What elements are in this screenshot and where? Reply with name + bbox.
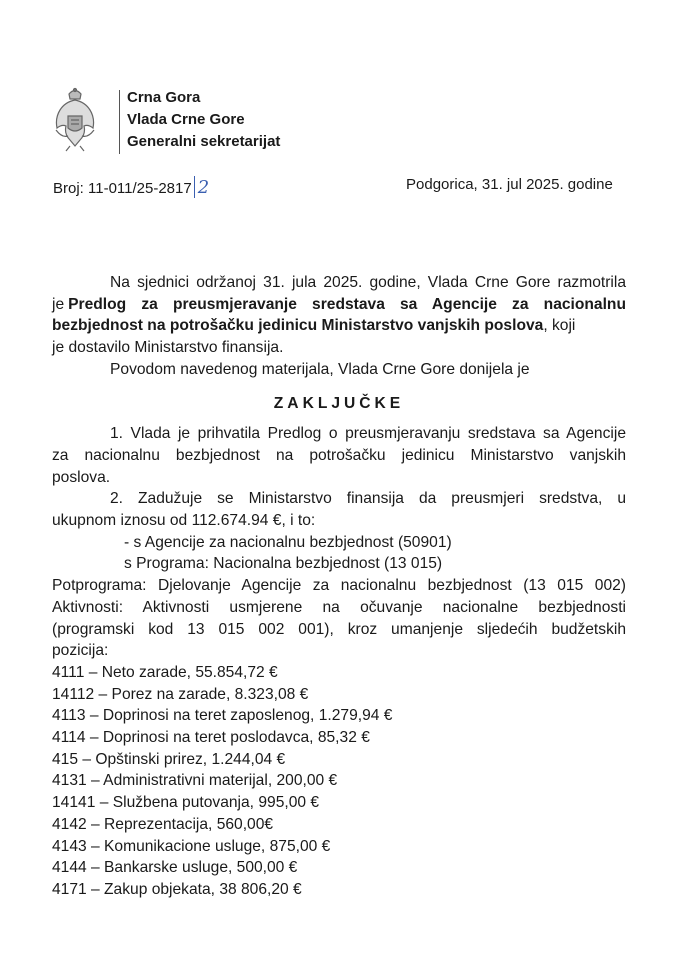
intro-line: Povodom navedenog materijala, Vlada Crne Gore donijela je [110, 360, 530, 378]
conclusion-line: ukupnom iznosu od 112.674.94 €, i to: [52, 512, 316, 530]
intro-line [52, 294, 626, 316]
budget-position: 4114 – Doprinosi na teret poslodavca, 85,32 € [52, 729, 370, 747]
conclusion-line: 2. Zadužuje se Ministarstvo finansija da preusmjeri sredstva, u [110, 490, 626, 508]
conclusion-line: - s Agencije za nacionalnu bezbjednost (50901) [124, 533, 452, 551]
intro-line: je dostavilo Ministarstvo finansija. [52, 339, 284, 357]
budget-position: 4142 – Reprezentacija, 560,00€ [52, 815, 274, 833]
handwritten-stroke [194, 176, 195, 198]
proposal-title: bezbjednost na potrošačku jedinicu Ministarstvo vanjskih poslova [52, 317, 544, 335]
conclusion-line: s Programa: Nacionalna bezbjednost (13 015) [124, 555, 443, 573]
conclusion-line: 1. Vlada je prihvatila Predlog o preusmjeravanju sredstava sa Agencije [110, 425, 626, 443]
conclusion-line: Potprograma: Djelovanje Agencije za nacionalnu bezbjednost (13 015 002) [52, 577, 626, 595]
header-government: Vlada Crne Gore [127, 111, 245, 128]
budget-position: 4144 – Bankarske usluge, 500,00 € [52, 859, 298, 877]
intro-line: Na sjednici održanoj 31. jula 2025. godine, Vlada Crne Gore razmotrila [110, 274, 626, 291]
place-date: Podgorica, 31. jul 2025. godine [406, 176, 613, 193]
header-divider [119, 90, 120, 154]
conclusion-line: Aktivnosti: Aktivnosti usmjerene na očuvanje nacionalne bezbjednosti [52, 598, 626, 616]
document-body [52, 272, 626, 901]
intro-text: , koji [543, 317, 576, 335]
montenegro-coat-of-arms-icon [52, 86, 98, 152]
budget-position: 415 – Opštinski prirez, 1.244,04 € [52, 750, 286, 768]
budget-position: 4131 – Administrativni materijal, 200,00 € [52, 772, 338, 790]
section-title: ZAKLJUČKE [273, 394, 405, 412]
intro-line [52, 315, 626, 337]
budget-position: 14141 – Službena putovanja, 995,00 € [52, 794, 320, 812]
intro-text: je [52, 295, 65, 313]
document-number [53, 176, 209, 198]
conclusion-line: (programski kod 13 015 002 001), kroz umanjenje sljedećih budžetskih [52, 620, 626, 638]
budget-position: 4113 – Doprinosi na teret zaposlenog, 1.279,94 € [52, 707, 393, 725]
handwritten-mark: 2 [197, 177, 210, 198]
conclusion-line: pozicija: [52, 642, 109, 660]
conclusion-line: poslova. [52, 468, 111, 486]
budget-position: 14112 – Porez na zarade, 8.323,08 € [52, 685, 309, 703]
proposal-title: Predlog za preusmjeravanje sredstava sa Agencije za nacionalnu [68, 295, 626, 313]
budget-position: 4171 – Zakup objekata, 38 806,20 € [52, 880, 302, 898]
conclusion-line: za nacionalnu bezbjednost na potrošačku jedinicu Ministarstvo vanjskih [52, 446, 626, 464]
header-department: Generalni sekretarijat [127, 133, 281, 150]
header-country: Crna Gora [127, 89, 201, 106]
document-number-text: Broj: 11-011/25-2817 [53, 180, 192, 197]
budget-position: 4111 – Neto zarade, 55.854,72 € [52, 663, 278, 681]
budget-position: 4143 – Komunikacione usluge, 875,00 € [52, 837, 331, 855]
